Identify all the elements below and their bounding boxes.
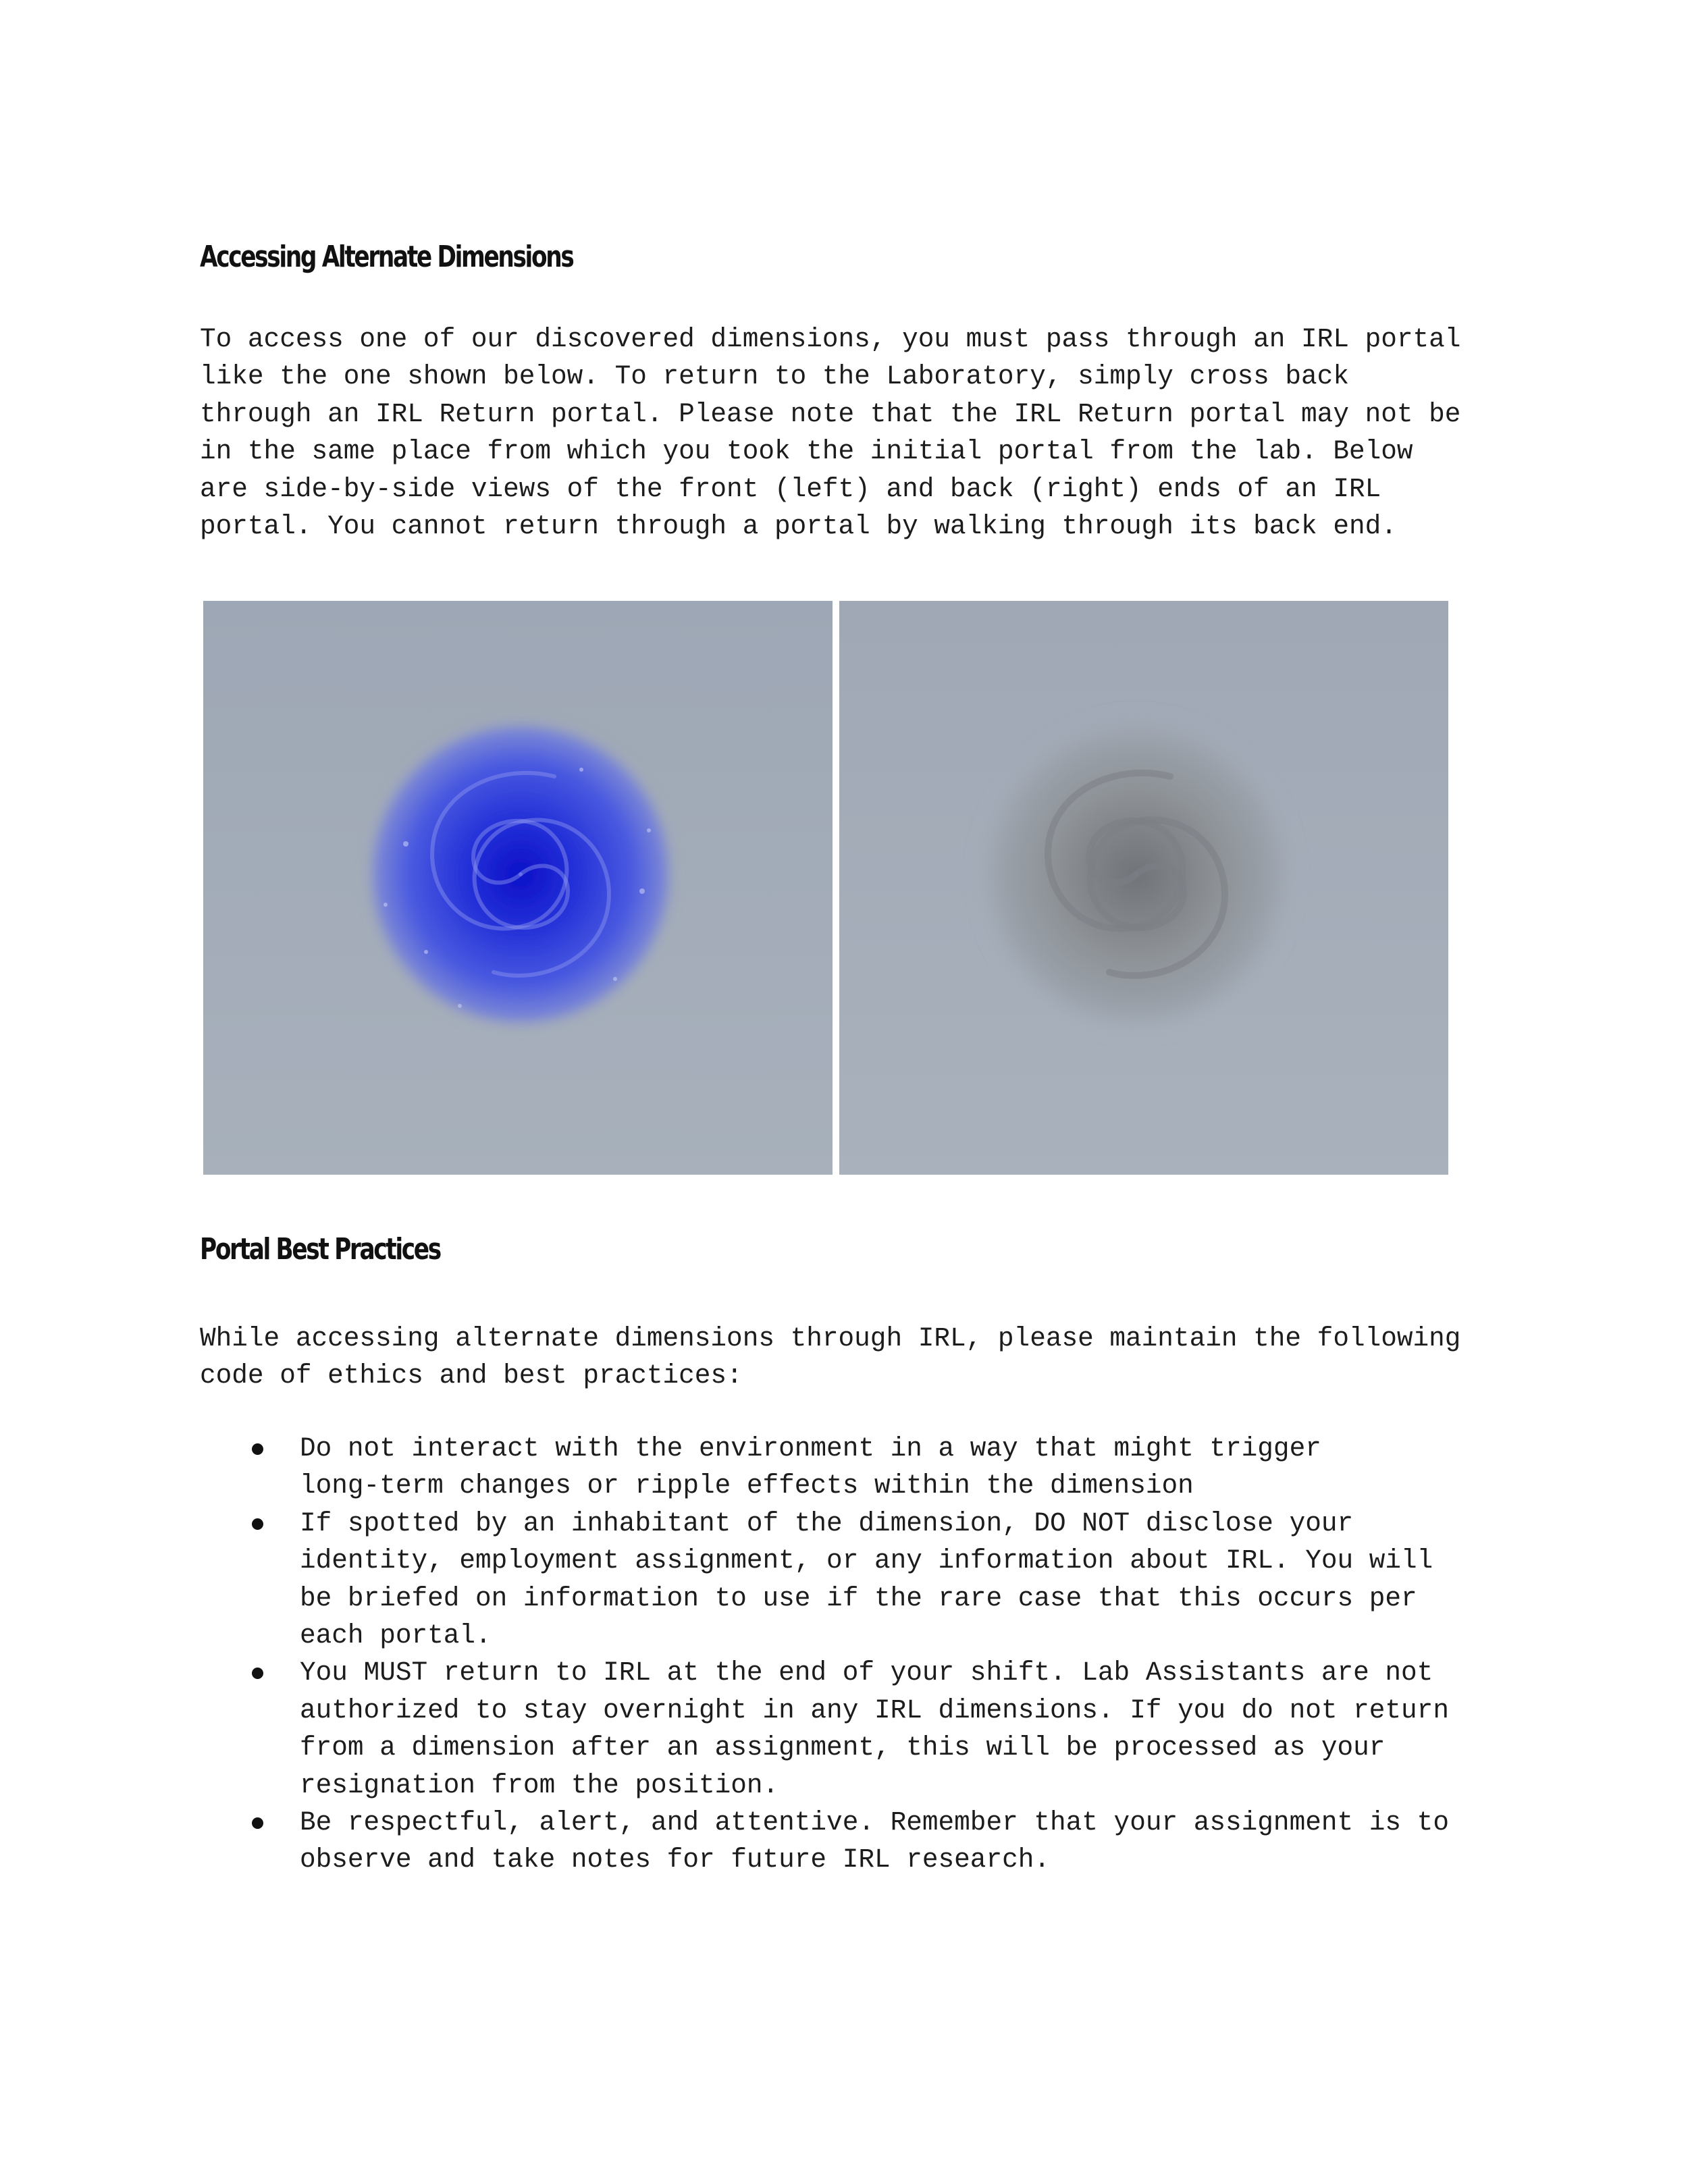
gray-swirl-portal-icon: [839, 601, 1448, 1175]
intro-paragraph: To access one of our discovered dimensions, you must pass through an IRL portal like the one shown below. To return to the Laboratory, simply cross back through an IRL Return portal. Please note that the IRL Return portal may not be in the same place from which you took the initial portal from the lab. Below are side-by-side views of the front (left) and back (right) ends of an IRL portal. You cannot return through a portal by walking through its back end.: [200, 324, 1461, 542]
list-item: [200, 1804, 1483, 1879]
best-practices-list: [200, 1430, 1483, 1879]
list-item: [200, 1505, 1483, 1655]
list-item: [200, 1654, 1483, 1804]
list-item-text: You MUST return to IRL at the end of your shift. Lab Assistants are not authorized to stay overnight in any IRL dimensions. If you do not return from a dimension after an assignment, this will be processed as your resignation from the position.: [300, 1657, 1449, 1801]
section-heading-best-practices: Portal Best Practices: [200, 1232, 440, 1267]
portal-figures: [203, 601, 1446, 1175]
bullet-icon: [252, 1817, 263, 1829]
bullet-icon: [252, 1668, 263, 1679]
list-item: [200, 1430, 1483, 1505]
bullet-icon: [252, 1443, 263, 1455]
best-practices-intro: While accessing alternate dimensions through IRL, please maintain the following code of ethics and best practices:: [200, 1323, 1461, 1391]
list-item-text: Do not interact with the environment in a way that might trigger long-term changes or ripple effects within the dimension: [300, 1433, 1321, 1501]
list-item-text: Be respectful, alert, and attentive. Remember that your assignment is to observe and take notes for future IRL research.: [300, 1807, 1449, 1875]
blue-swirl-portal-icon: [203, 601, 833, 1175]
portal-front-image: [203, 601, 833, 1175]
bullet-icon: [252, 1518, 263, 1530]
list-item-text: If spotted by an inhabitant of the dimension, DO NOT disclose your identity, employment assignment, or any information about IRL. You will be briefed on information to use if the rare case that this occurs per each portal.: [300, 1508, 1433, 1651]
section-heading-accessing-dimensions: Accessing Alternate Dimensions: [200, 240, 573, 274]
portal-back-image: [839, 601, 1448, 1175]
